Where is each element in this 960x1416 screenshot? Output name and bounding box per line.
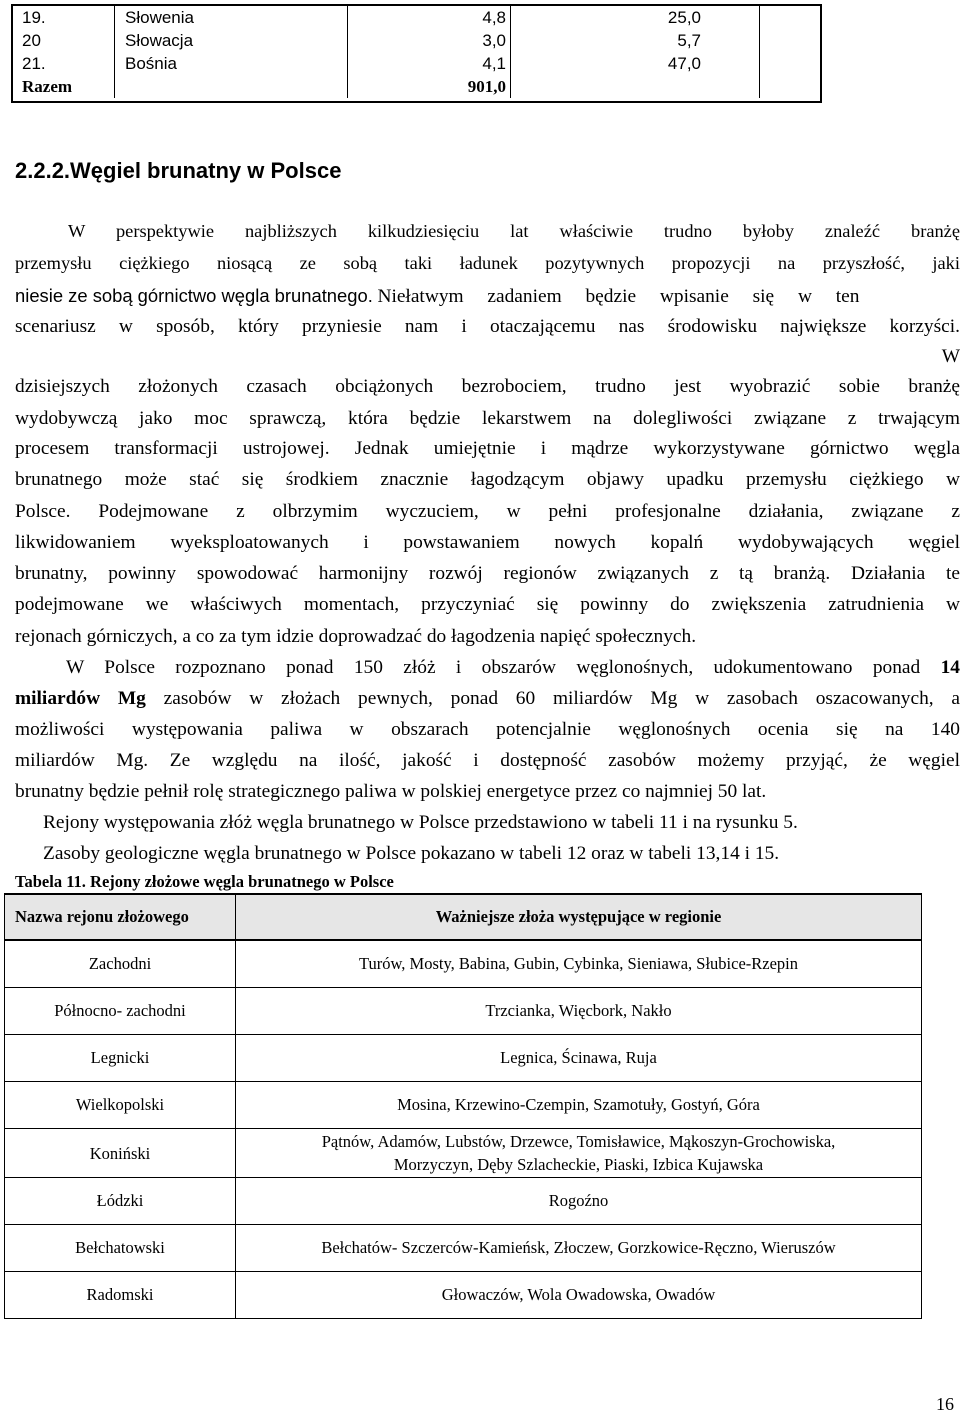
paragraph-line: Niełatwym zadaniem będzie wpisanie się w ten [377,286,860,307]
paragraph-line: niesie ze sobą górnictwo węgla brunatnego. [15,285,373,306]
paragraph-line: dzisiejszych złożonych czasach obciążonych bezrobociem, trudno jest wyobrazić sobie branżę [15,376,960,397]
value-1: 4,8 [348,6,511,29]
value-1: 3,0 [348,29,511,52]
value-2: 5,7 [511,29,760,52]
deposits-line: Morzyczyn, Dęby Szlacheckie, Piaski, Izbica Kujawska [393,1155,764,1174]
region-name: Legnicki [5,1035,236,1082]
empty-cell [760,6,821,29]
deposits-line: Pątnów, Adamów, Lubstów, Drzewce, Tomisławice, Mąkoszyn-Grochowiska, [321,1132,836,1151]
paragraph-line: procesem transformacji ustrojowej. Jednak umiejętnie i mądrze wykorzystywane górnictwo węgla [15,438,960,459]
value-1: 4,1 [348,52,511,75]
total-label: Razem [13,75,115,98]
table-row [5,1272,922,1319]
total-value-2 [511,75,760,98]
region-name: Łódzki [5,1178,236,1225]
region-name: Koniński [5,1129,236,1178]
paragraph-line: wydobywczą jako moc sprawczą, która będzie lekarstwem na dolegliwości związane z trwającym [15,408,960,429]
table-row [13,6,820,29]
table-row [5,1035,922,1082]
region-deposits: Trzcianka, Więcbork, Nakło [236,988,922,1035]
paragraph-line: przemysłu ciężkiego niosącą ze sobą taki ładunek pozytywnych propozycji na przyszłość, jaki [15,253,960,273]
paragraph-line: Rejony występowania złóż węgla brunatnego w Polsce przedstawiono w tabeli 11 i na rysunku 5. [43,812,798,833]
row-number: 19. [13,6,115,29]
column-header: Nazwa rejonu złożowego [5,894,236,940]
empty-cell [760,75,821,98]
table-row [5,1082,922,1129]
paragraph-line: rejonach górniczych, a co za tym idzie doprowadzać do łagodzenia napięć społecznych. [15,626,697,647]
paragraph-line [66,657,960,679]
region-name: Wielkopolski [5,1082,236,1129]
region-deposits: Turów, Mosty, Babina, Gubin, Cybinka, Sieniawa, Słubice-Rzepin [236,940,922,988]
page-number: 16 [936,1394,954,1414]
region-deposits [236,1129,922,1178]
country-name: Słowacja [115,29,348,52]
table-header-row [5,894,922,940]
paragraph-line: scenariusz w sposób, który przyniesie nam i otaczającemu nas środowisku największe korzyści. [15,316,960,337]
paragraph-line: Polsce. Podejmowane z olbrzymim wyczuciem, w pełni profesjonalne działania, związane z [15,501,960,522]
paragraph-line: brunatny, powinny spowodować harmonijny rozwój regionów związanych z tą branżą. Działania te [15,563,960,584]
table-row [5,940,922,988]
row-number: 21. [13,52,115,75]
region-deposits: Legnica, Ścinawa, Ruja [236,1035,922,1082]
line-text: W Polsce rozpoznano ponad 150 złóż i obszarów węglonośnych, udokumentowano ponad [66,657,921,678]
country-name: Słowenia [115,6,348,29]
column-header: Ważniejsze złoża występujące w regionie [236,894,922,940]
region-name: Północno- zachodni [5,988,236,1035]
empty-cell [760,52,821,75]
paragraph-line: Zasoby geologiczne węgla brunatnego w Polsce pokazano w tabeli 12 oraz w tabeli 13,14 i 15. [43,843,780,864]
region-deposits: Mosina, Krzewino-Czempin, Szamotuły, Gostyń, Góra [236,1082,922,1129]
region-name: Zachodni [5,940,236,988]
paragraph-line: brunatnego może stać się środkiem znacznie łagodzącym objawy upadku przemysłu ciężkiego w [15,469,960,490]
paragraph-line: podejmowane we właściwych momentach, przyczyniać się powinny do zwiększenia zatrudnienia w [15,594,960,615]
bold-quantity: miliardów Mg [15,688,146,709]
value-2: 25,0 [511,6,760,29]
region-deposits: Bełchatów- Szczerców-Kamieńsk, Złoczew, Gorzkowice-Ręczno, Wieruszów [236,1225,922,1272]
table-row [13,29,820,52]
total-row [13,75,820,98]
table-row [5,1178,922,1225]
table-row [5,1129,922,1178]
empty-cell [760,29,821,52]
region-deposits: Głowaczów, Wola Owadowska, Owadów [236,1272,922,1319]
section-heading: 2.2.2.Węgiel brunatny w Polsce [15,158,342,183]
total-value: 901,0 [348,75,511,98]
value-2: 47,0 [511,52,760,75]
bold-number: 14 [940,657,960,678]
region-name: Bełchatowski [5,1225,236,1272]
row-number: 20 [13,29,115,52]
paragraph-line: możliwości występowania paliwa w obszarach potencjalnie węglonośnych ocenia się na 140 [15,719,960,740]
region-name: Radomski [5,1272,236,1319]
table-caption: Tabela 11. Rejony złożowe węgla brunatnego w Polsce [15,872,394,891]
table-row [5,1225,922,1272]
region-deposits: Rogoźno [236,1178,922,1225]
country-name: Bośnia [115,52,348,75]
table-row [13,52,820,75]
country-summary-table [11,4,822,103]
regions-table [4,893,922,1319]
paragraph-line: miliardów Mg. Ze względu na ilość, jakość i dostępność zasobów możemy przyjąć, że węgiel [15,750,960,771]
paragraph-line: W perspektywie najbliższych kilkudziesięciu lat właściwie trudno byłoby znaleźć branżę [68,221,960,241]
paragraph-line [15,688,960,710]
empty-cell [115,75,348,98]
paragraph-line: W [941,346,960,367]
line-text: zasobów w złożach pewnych, ponad 60 miliardów Mg w zasobach oszacowanych, a [163,688,960,709]
paragraph-line: likwidowaniem wyeksploatowanych i powstawaniem nowych kopalń wydobywających węgiel [15,532,960,553]
paragraph-line: brunatny będzie pełnił rolę strategicznego paliwa w polskiej energetyce przez co najmniej 50 lat. [15,781,767,802]
table-row [5,988,922,1035]
